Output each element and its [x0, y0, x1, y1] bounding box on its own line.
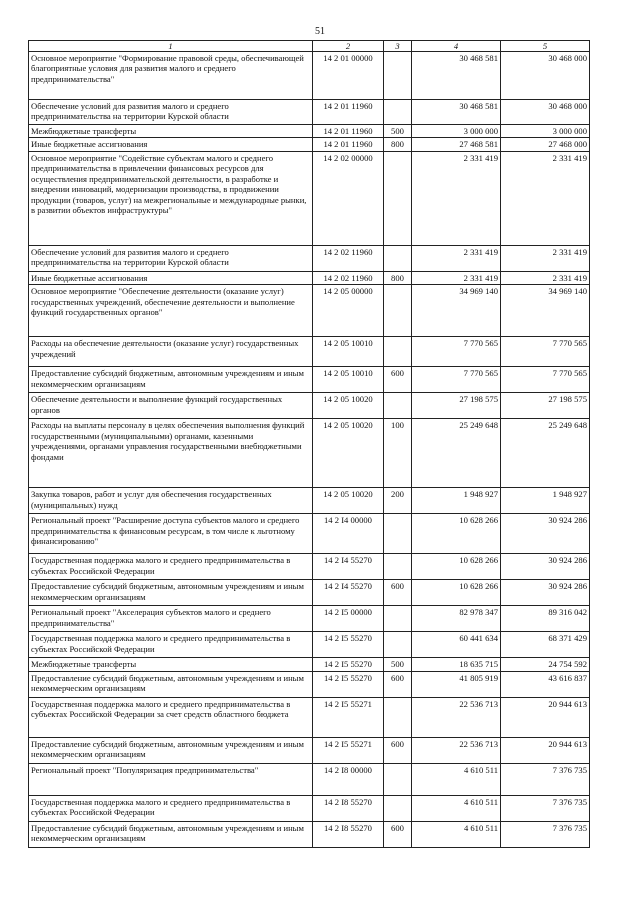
row-description: Основное мероприятие "Содействие субъектам малого и среднего предпринимательства в привлечении финансовых ресурсов для осуществления предпринимательской деятельности, в разработке и внедрении инноваций, модернизации производства, в продвижении продукции (товаров, услуг) на межрегиональные и международные рынки, в развитии объектов инфраструктуры": [29, 151, 313, 245]
row-amount-col5: 30 468 000: [501, 52, 590, 100]
table-row: [29, 337, 590, 367]
column-header: 3: [384, 41, 412, 52]
table-row: [29, 393, 590, 419]
row-code: 14 2 05 10010: [313, 337, 384, 367]
row-description: Предоставление субсидий бюджетным, автономным учреждениям и иным некоммерческим организациям: [29, 367, 313, 393]
row-code: 14 2 I8 55270: [313, 795, 384, 821]
row-code: 14 2 05 10020: [313, 393, 384, 419]
row-amount-col5: 34 969 140: [501, 285, 590, 337]
row-amount-col5: 30 468 000: [501, 100, 590, 125]
row-amount-col5: 20 944 613: [501, 697, 590, 737]
row-amount-col5: 2 331 419: [501, 151, 590, 245]
row-description: Предоставление субсидий бюджетным, автономным учреждениям и иным некоммерческим организациям: [29, 821, 313, 847]
table-row: [29, 125, 590, 138]
row-amount-col5: 24 754 592: [501, 658, 590, 671]
row-code: 14 2 02 11960: [313, 245, 384, 271]
table-row: [29, 606, 590, 632]
row-amount-col5: 43 616 837: [501, 671, 590, 697]
row-expense-type: 600: [384, 580, 412, 606]
row-amount-col4: 34 969 140: [412, 285, 501, 337]
row-expense-type: 600: [384, 821, 412, 847]
table-row: [29, 737, 590, 763]
table-header-row: [29, 41, 590, 52]
row-amount-col4: 60 441 634: [412, 632, 501, 658]
row-expense-type: [384, 795, 412, 821]
row-description: Обеспечение условий для развития малого и среднего предпринимательства на территории Курской области: [29, 245, 313, 271]
row-code: 14 2 01 11960: [313, 100, 384, 125]
row-expense-type: [384, 632, 412, 658]
table-body: [29, 52, 590, 848]
row-amount-col4: 4 610 511: [412, 763, 501, 795]
row-expense-type: 600: [384, 367, 412, 393]
table-row: [29, 100, 590, 125]
row-amount-col4: 30 468 581: [412, 100, 501, 125]
table-row: [29, 821, 590, 847]
row-expense-type: [384, 52, 412, 100]
table-row: [29, 52, 590, 100]
table-row: [29, 151, 590, 245]
row-amount-col5: 68 371 429: [501, 632, 590, 658]
row-description: Региональный проект "Расширение доступа субъектов малого и среднего предпринимательства к финансовым ресурсам, в том числе к льготному финансированию": [29, 514, 313, 554]
column-header: 1: [29, 41, 313, 52]
row-amount-col5: 89 316 042: [501, 606, 590, 632]
row-description: Расходы на обеспечение деятельности (оказание услуг) государственных учреждений: [29, 337, 313, 367]
row-expense-type: 600: [384, 671, 412, 697]
row-amount-col5: 1 948 927: [501, 488, 590, 514]
row-amount-col4: 10 628 266: [412, 514, 501, 554]
row-expense-type: [384, 337, 412, 367]
row-amount-col5: 30 924 286: [501, 580, 590, 606]
row-amount-col4: 22 536 713: [412, 697, 501, 737]
row-amount-col5: 7 376 735: [501, 795, 590, 821]
row-description: Закупка товаров, работ и услуг для обеспечения государственных (муниципальных) нужд: [29, 488, 313, 514]
table-row: [29, 697, 590, 737]
table-row: [29, 554, 590, 580]
table-row: [29, 488, 590, 514]
table-row: [29, 632, 590, 658]
row-expense-type: [384, 697, 412, 737]
row-amount-col4: 18 635 715: [412, 658, 501, 671]
row-expense-type: [384, 100, 412, 125]
row-amount-col4: 82 978 347: [412, 606, 501, 632]
row-code: 14 2 05 10020: [313, 488, 384, 514]
row-amount-col4: 2 331 419: [412, 151, 501, 245]
row-amount-col5: 7 770 565: [501, 367, 590, 393]
row-amount-col5: 3 000 000: [501, 125, 590, 138]
table-row: [29, 285, 590, 337]
row-amount-col4: 7 770 565: [412, 367, 501, 393]
row-expense-type: [384, 606, 412, 632]
row-amount-col4: 2 331 419: [412, 245, 501, 271]
row-amount-col5: 7 770 565: [501, 337, 590, 367]
row-code: 14 2 I5 55271: [313, 737, 384, 763]
row-amount-col4: 4 610 511: [412, 821, 501, 847]
row-description: Региональный проект "Популяризация предпринимательства": [29, 763, 313, 795]
row-code: 14 2 02 11960: [313, 271, 384, 284]
row-amount-col4: 1 948 927: [412, 488, 501, 514]
row-expense-type: 500: [384, 125, 412, 138]
table-row: [29, 763, 590, 795]
row-description: Основное мероприятие "Формирование правовой среды, обеспечивающей благоприятные условия для развития малого и среднего предпринимательства": [29, 52, 313, 100]
row-amount-col4: 7 770 565: [412, 337, 501, 367]
row-amount-col4: 3 000 000: [412, 125, 501, 138]
table-row: [29, 419, 590, 488]
row-amount-col4: 30 468 581: [412, 52, 501, 100]
row-expense-type: 100: [384, 419, 412, 488]
row-amount-col5: 25 249 648: [501, 419, 590, 488]
table-row: [29, 580, 590, 606]
row-description: Государственная поддержка малого и среднего предпринимательства в субъектах Российской Федерации за счет средств областного бюджета: [29, 697, 313, 737]
page-number: 51: [315, 26, 325, 37]
column-header: 5: [501, 41, 590, 52]
row-description: Региональный проект "Акселерация субъектов малого и среднего предпринимательства": [29, 606, 313, 632]
row-code: 14 2 I8 00000: [313, 763, 384, 795]
row-expense-type: [384, 514, 412, 554]
row-expense-type: [384, 151, 412, 245]
row-description: Предоставление субсидий бюджетным, автономным учреждениям и иным некоммерческим организациям: [29, 580, 313, 606]
row-description: Государственная поддержка малого и среднего предпринимательства в субъектах Российской Федерации: [29, 632, 313, 658]
row-code: 14 2 05 00000: [313, 285, 384, 337]
table-row: [29, 367, 590, 393]
row-code: 14 2 I5 00000: [313, 606, 384, 632]
row-expense-type: 800: [384, 271, 412, 284]
table-row: [29, 514, 590, 554]
row-description: Иные бюджетные ассигнования: [29, 138, 313, 151]
row-amount-col5: 30 924 286: [501, 514, 590, 554]
table-row: [29, 795, 590, 821]
row-description: Обеспечение деятельности и выполнение функций государственных органов: [29, 393, 313, 419]
row-code: 14 2 05 10020: [313, 419, 384, 488]
row-code: 14 2 01 11960: [313, 138, 384, 151]
row-amount-col5: 27 198 575: [501, 393, 590, 419]
row-expense-type: 600: [384, 737, 412, 763]
row-code: 14 2 I5 55270: [313, 658, 384, 671]
table-row: [29, 658, 590, 671]
table-row: [29, 138, 590, 151]
row-description: Предоставление субсидий бюджетным, автономным учреждениям и иным некоммерческим организациям: [29, 737, 313, 763]
table-row: [29, 271, 590, 284]
row-amount-col4: 10 628 266: [412, 580, 501, 606]
row-expense-type: [384, 245, 412, 271]
row-expense-type: [384, 554, 412, 580]
row-description: Расходы на выплаты персоналу в целях обеспечения выполнения функций государственными (муниципальными) органами, казенными учреждениями, органами управления государственными внебюджетными фондами: [29, 419, 313, 488]
row-code: 14 2 02 00000: [313, 151, 384, 245]
row-amount-col4: 10 628 266: [412, 554, 501, 580]
row-description: Государственная поддержка малого и среднего предпринимательства в субъектах Российской Федерации: [29, 554, 313, 580]
row-description: Межбюджетные трансферты: [29, 658, 313, 671]
row-description: Основное мероприятие "Обеспечение деятельности (оказание услуг) государственных учреждений, обеспечение деятельности и выполнение функций государственных органов": [29, 285, 313, 337]
row-code: 14 2 I5 55270: [313, 671, 384, 697]
row-amount-col4: 4 610 511: [412, 795, 501, 821]
row-amount-col5: 30 924 286: [501, 554, 590, 580]
row-code: 14 2 01 00000: [313, 52, 384, 100]
row-description: Предоставление субсидий бюджетным, автономным учреждениям и иным некоммерческим организациям: [29, 671, 313, 697]
row-description: Иные бюджетные ассигнования: [29, 271, 313, 284]
row-description: Межбюджетные трансферты: [29, 125, 313, 138]
row-amount-col5: 2 331 419: [501, 245, 590, 271]
column-header: 2: [313, 41, 384, 52]
row-expense-type: 800: [384, 138, 412, 151]
row-description: Обеспечение условий для развития малого и среднего предпринимательства на территории Курской области: [29, 100, 313, 125]
row-expense-type: 500: [384, 658, 412, 671]
row-code: 14 2 01 11960: [313, 125, 384, 138]
row-amount-col4: 41 805 919: [412, 671, 501, 697]
row-code: 14 2 I5 55270: [313, 632, 384, 658]
row-code: 14 2 I4 55270: [313, 554, 384, 580]
row-code: 14 2 I8 55270: [313, 821, 384, 847]
budget-table: [28, 40, 590, 848]
row-amount-col5: 27 468 000: [501, 138, 590, 151]
row-expense-type: [384, 393, 412, 419]
table-row: [29, 245, 590, 271]
row-code: 14 2 I4 55270: [313, 580, 384, 606]
row-amount-col4: 22 536 713: [412, 737, 501, 763]
table-row: [29, 671, 590, 697]
row-amount-col5: 7 376 735: [501, 763, 590, 795]
row-amount-col5: 20 944 613: [501, 737, 590, 763]
row-amount-col4: 27 198 575: [412, 393, 501, 419]
row-amount-col4: 25 249 648: [412, 419, 501, 488]
column-header: 4: [412, 41, 501, 52]
row-expense-type: 200: [384, 488, 412, 514]
row-amount-col5: 2 331 419: [501, 271, 590, 284]
row-description: Государственная поддержка малого и среднего предпринимательства в субъектах Российской Федерации: [29, 795, 313, 821]
row-amount-col5: 7 376 735: [501, 821, 590, 847]
row-expense-type: [384, 763, 412, 795]
row-code: 14 2 I4 00000: [313, 514, 384, 554]
row-amount-col4: 2 331 419: [412, 271, 501, 284]
row-expense-type: [384, 285, 412, 337]
row-code: 14 2 I5 55271: [313, 697, 384, 737]
row-amount-col4: 27 468 581: [412, 138, 501, 151]
row-code: 14 2 05 10010: [313, 367, 384, 393]
